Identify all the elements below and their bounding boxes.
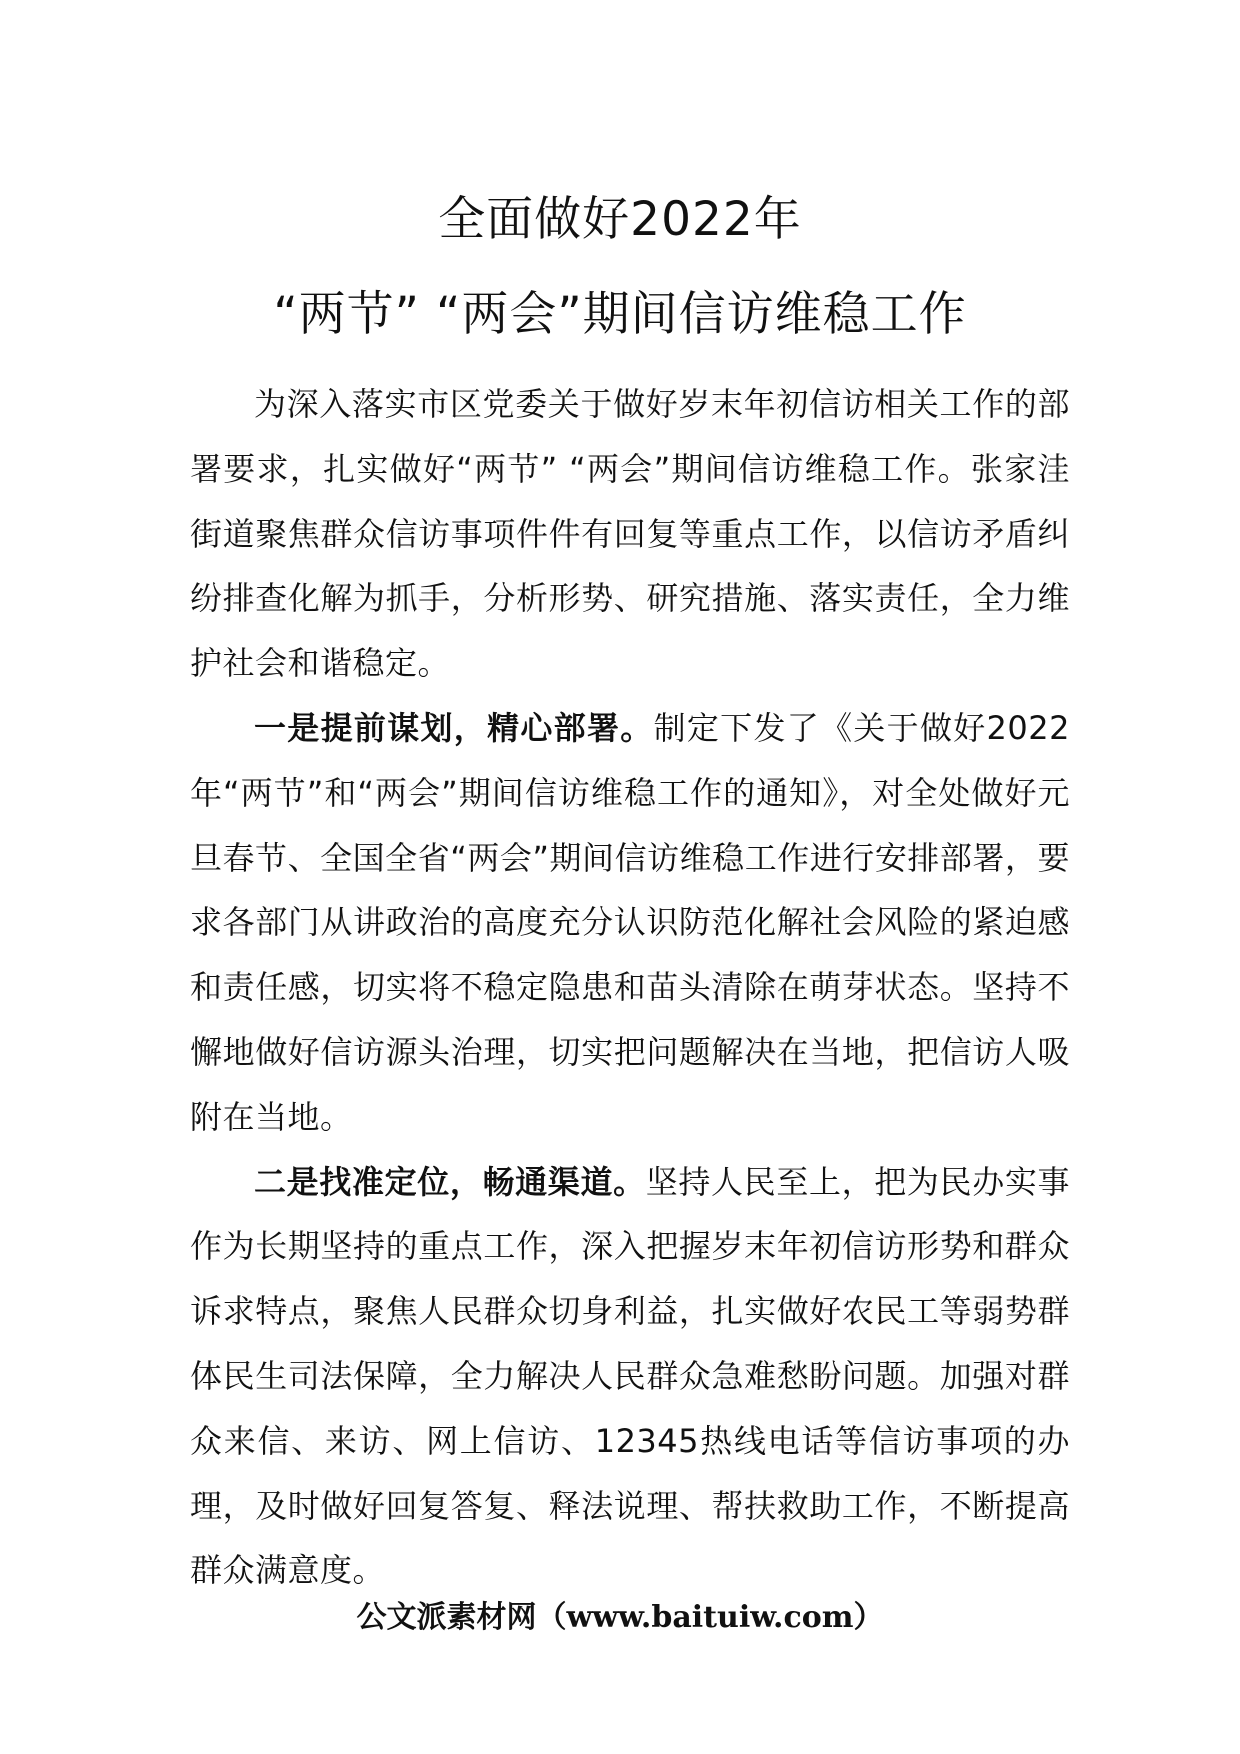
paragraph-text: 坚持人民至上，把为民办实事作为长期坚持的重点工作，深入把握岁末年初信访形势和群众诉求特点，聚焦人民群众切身利益，扎实做好农民工等弱势群体民生司法保障，全力解决人民群众急难愁盼问题。加强对群众来信、来访、网上信访、12345热线电话等信访事项的办理，及时做好回复答复、释法说理、帮扶救助工作，不断提高群众满意度。 [190, 1162, 1070, 1590]
document-title-line-1: 全面做好2022年 [438, 192, 802, 247]
paragraph-lead: 一是提前谋划，精心部署。 [254, 708, 654, 747]
document-title-line-2: “两节” “两会”期间信访维稳工作 [273, 287, 967, 342]
paragraph-text: 为深入落实市区党委关于做好岁末年初信访相关工作的部署要求，扎实做好“两节” “两会”期间信访维稳工作。张家洼街道聚焦群众信访事项件件有回复等重点工作，以信访矛盾纠纷排查化解为抓手，分析形势、研究措施、落实责任，全力维护社会和谐稳定。 [190, 385, 1070, 683]
paragraph-lead: 二是找准定位，畅通渠道。 [254, 1162, 646, 1201]
document-body [190, 372, 1070, 1603]
footer-source-credit: 公文派素材网（www.baituiw.com） [356, 1600, 884, 1635]
paragraph-point-2 [190, 1150, 1070, 1604]
paragraph-intro [190, 372, 1070, 696]
paragraph-text: 制定下发了《关于做好2022年“两节”和“两会”期间信访维稳工作的通知》，对全处做好元旦春节、全国全省“两会”期间信访维稳工作进行安排部署，要求各部门从讲政治的高度充分认识防范化解社会风险的紧迫感和责任感，切实将不稳定隐患和苗头清除在萌芽状态。坚持不懈地做好信访源头治理，切实把问题解决在当地，把信访人吸附在当地。 [190, 708, 1070, 1136]
paragraph-point-1 [190, 696, 1070, 1150]
